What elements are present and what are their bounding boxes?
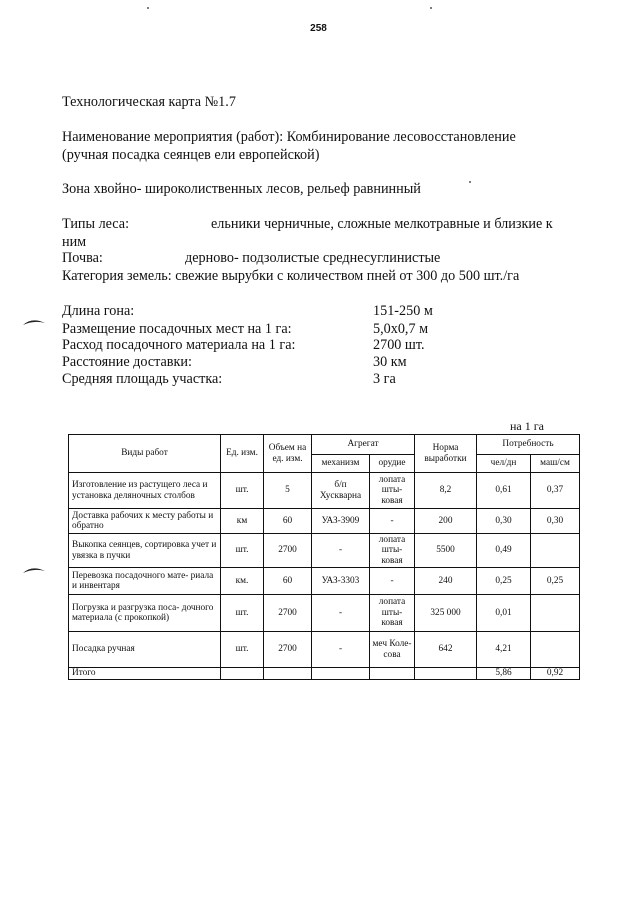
cell-work: Изготовление из растущего леса и установка деляночных столбов — [69, 473, 221, 509]
page-number: 258 — [310, 23, 327, 34]
binding-hole-mark — [22, 566, 46, 574]
param-value: 2700 шт. — [373, 337, 425, 353]
cell-tool: меч Коле- сова — [370, 632, 415, 668]
forest-types-label: Типы леса: — [62, 216, 130, 232]
cell-machine-shifts — [531, 534, 580, 568]
cell-man-days: 4,21 — [477, 632, 531, 668]
header-mechanism: механизм — [312, 455, 370, 473]
header-norm: Норма выработки — [415, 435, 477, 473]
cell-tool: - — [370, 568, 415, 595]
cell-machine-shifts: 0,37 — [531, 473, 580, 509]
forest-types-continued: ним — [62, 234, 87, 250]
table-row — [69, 595, 580, 632]
param-label: Расстояние доставки: — [62, 354, 192, 370]
header-need: Потребность — [477, 435, 580, 455]
table-row — [69, 632, 580, 668]
param-value: 3 га — [373, 371, 396, 387]
scan-speck — [147, 7, 149, 9]
total-machine-shifts: 0,92 — [531, 668, 580, 680]
total-empty-cell — [370, 668, 415, 680]
work-table — [68, 434, 580, 680]
soil-value: дерново- подзолистые среднесуглинистые — [185, 250, 441, 266]
soil-label: Почва: — [62, 250, 103, 266]
per-unit-note: на 1 га — [510, 419, 544, 433]
cell-mechanism: УАЗ-3909 — [312, 509, 370, 534]
header-aggregate: Агрегат — [312, 435, 415, 455]
cell-unit: км — [221, 509, 264, 534]
cell-norm: 642 — [415, 632, 477, 668]
cell-mechanism: б/п Хускварна — [312, 473, 370, 509]
cell-volume: 60 — [264, 509, 312, 534]
activity-line-2: (ручная посадка сеянцев ели европейской) — [62, 147, 320, 163]
total-empty-cell — [264, 668, 312, 680]
cell-work: Перевозка посадочного мате- риала и инвентаря — [69, 568, 221, 595]
land-category-line: Категория земель: свежие вырубки с количеством пней от 300 до 500 шт./га — [62, 268, 520, 284]
cell-work: Выкопка сеянцев, сортировка учет и увязка в пучки — [69, 534, 221, 568]
header-work-types: Виды работ — [69, 435, 221, 473]
cell-man-days: 0,61 — [477, 473, 531, 509]
cell-norm: 240 — [415, 568, 477, 595]
param-label: Длина гона: — [62, 303, 135, 319]
header-machine-shifts: маш/см — [531, 455, 580, 473]
cell-tool: лопата шты- ковая — [370, 595, 415, 632]
scan-speck — [469, 181, 471, 183]
cell-man-days: 0,49 — [477, 534, 531, 568]
binding-hole-mark — [22, 318, 46, 326]
zone-line: Зона хвойно- широколиственных лесов, рельеф равнинный — [62, 181, 421, 197]
cell-norm: 5500 — [415, 534, 477, 568]
cell-mechanism: - — [312, 534, 370, 568]
scan-speck — [430, 7, 432, 9]
cell-tool: лопата шты- ковая — [370, 473, 415, 509]
total-label: Итого — [69, 668, 221, 680]
cell-volume: 5 — [264, 473, 312, 509]
total-empty-cell — [312, 668, 370, 680]
cell-man-days: 0,01 — [477, 595, 531, 632]
param-value: 151-250 м — [373, 303, 433, 319]
table-row — [69, 568, 580, 595]
param-label: Расход посадочного материала на 1 га: — [62, 337, 296, 353]
cell-unit: шт. — [221, 595, 264, 632]
doc-title: Технологическая карта №1.7 — [62, 94, 236, 110]
header-volume: Объем на ед. изм. — [264, 435, 312, 473]
cell-mechanism: УАЗ-3303 — [312, 568, 370, 595]
cell-norm: 200 — [415, 509, 477, 534]
total-man-days: 5,86 — [477, 668, 531, 680]
cell-machine-shifts: 0,25 — [531, 568, 580, 595]
cell-volume: 60 — [264, 568, 312, 595]
cell-mechanism: - — [312, 632, 370, 668]
param-label: Средняя площадь участка: — [62, 371, 223, 387]
cell-unit: шт. — [221, 632, 264, 668]
cell-volume: 2700 — [264, 595, 312, 632]
cell-unit: шт. — [221, 534, 264, 568]
cell-machine-shifts: 0,30 — [531, 509, 580, 534]
cell-norm: 325 000 — [415, 595, 477, 632]
forest-types-value: ельники черничные, сложные мелкотравные и близкие к — [211, 216, 553, 232]
header-unit: Ед. изм. — [221, 435, 264, 473]
total-empty-cell — [221, 668, 264, 680]
table-row — [69, 509, 580, 534]
table-row — [69, 534, 580, 568]
param-value: 5,0х0,7 м — [373, 321, 429, 337]
cell-man-days: 0,30 — [477, 509, 531, 534]
cell-work: Посадка ручная — [69, 632, 221, 668]
total-empty-cell — [415, 668, 477, 680]
cell-unit: км. — [221, 568, 264, 595]
header-tool: орудие — [370, 455, 415, 473]
cell-mechanism: - — [312, 595, 370, 632]
total-row — [69, 668, 580, 680]
cell-volume: 2700 — [264, 632, 312, 668]
cell-work: Доставка рабочих к месту работы и обратно — [69, 509, 221, 534]
cell-norm: 8,2 — [415, 473, 477, 509]
cell-volume: 2700 — [264, 534, 312, 568]
activity-line-1: Наименование мероприятия (работ): Комбинирование лесовосстановление — [62, 129, 516, 145]
param-label: Размещение посадочных мест на 1 га: — [62, 321, 292, 337]
param-value: 30 км — [373, 354, 407, 370]
cell-unit: шт. — [221, 473, 264, 509]
cell-tool: - — [370, 509, 415, 534]
table-row — [69, 473, 580, 509]
cell-machine-shifts — [531, 595, 580, 632]
cell-tool: лопата шты- ковая — [370, 534, 415, 568]
cell-man-days: 0,25 — [477, 568, 531, 595]
header-man-days: чел/дн — [477, 455, 531, 473]
cell-machine-shifts — [531, 632, 580, 668]
cell-work: Погрузка и разгрузка поса- дочного материала (с прокопкой) — [69, 595, 221, 632]
